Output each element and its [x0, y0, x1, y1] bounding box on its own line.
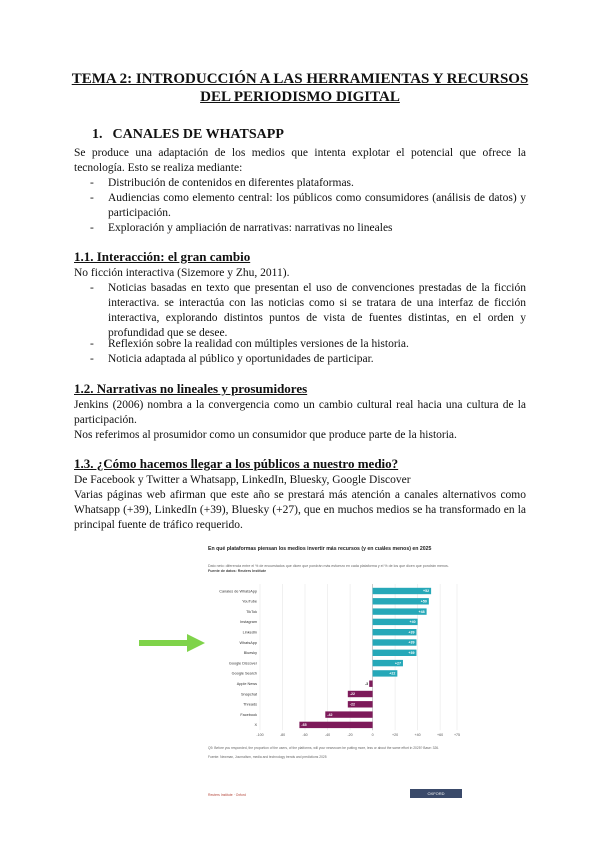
section-1-2-paragraph-1: Jenkins (2006) nombra a la convergencia como un cambio cultural real hacia una cultura de la participación.: [74, 399, 526, 426]
data-label: +39: [408, 630, 415, 635]
section-1-item-2: - Audiencias como elemento central: los públicos como consumidores (análisis de datos) y participación.: [108, 191, 526, 221]
category-label: Google Discover: [228, 661, 257, 666]
category-label: LinkedIn: [242, 630, 257, 635]
data-label: +22: [389, 671, 396, 676]
section-1-number: 1.: [92, 127, 103, 142]
section-1-title: CANALES DE WHATSAPP: [112, 127, 284, 142]
data-label: +48: [418, 609, 425, 614]
category-label: Threads: [243, 702, 257, 707]
chart-title: En qué plataformas piensan los medios invertir más recursos (y en cuáles menos) en 2025: [208, 546, 432, 552]
category-label: Instagram: [240, 620, 257, 625]
section-1-2-heading: 1.2. Narrativas no lineales y prosumidores: [74, 381, 308, 396]
data-label: -22: [349, 702, 356, 707]
section-1-1-intro: No ficción interactiva (Sizemore y Zhu, 2011).: [74, 267, 290, 279]
data-label: -65: [301, 723, 307, 728]
data-label: +39: [408, 640, 415, 645]
category-label: Apple News: [236, 682, 257, 686]
highlight-arrow-icon: [137, 632, 207, 654]
category-label: Google Search: [231, 671, 257, 676]
category-label: Facebook: [240, 712, 257, 717]
document-title: [60, 70, 540, 106]
data-label: +39: [408, 651, 415, 655]
x-tick-label: 0: [371, 733, 374, 738]
title-line-1: TEMA 2: INTRODUCCIÓN A LAS HERRAMIENTAS Y RECURSOS: [71, 71, 529, 87]
data-label: +52: [422, 589, 430, 594]
section-1-item-1: - Distribución de contenidos en diferentes plataformas.: [108, 176, 526, 191]
x-tick-label: -20: [347, 733, 353, 738]
bar: [369, 681, 372, 687]
x-tick-label: +60: [437, 733, 444, 738]
data-label: +40: [409, 620, 416, 625]
x-tick-label: -60: [302, 733, 308, 738]
category-label: WhatsApp: [239, 640, 257, 645]
chart-source: Fuente: Newman, Journalism, media and technology trends and predictions 2025: [208, 755, 327, 759]
category-label: Canales de WhatsApp: [219, 589, 257, 594]
chart-figure: [205, 540, 463, 745]
category-label: Bluesky: [243, 651, 257, 656]
x-tick-label: +75: [453, 733, 461, 738]
x-tick-label: -40: [324, 733, 331, 738]
bar-chart: [205, 580, 463, 745]
section-1-item-3: - Exploración y ampliación de narrativas: narrativas no lineales: [108, 221, 526, 236]
category-label: Snapchat: [240, 692, 257, 697]
section-1-intro: Se produce una adaptación de los medios que intenta explotar el potencial que ofrece la tecnología. Esto se realiza mediante:: [74, 147, 526, 174]
chart-credit: Reuters Institute · Oxford: [208, 793, 246, 797]
x-tick-label: -100: [256, 733, 264, 738]
category-label: X: [254, 723, 257, 728]
data-label: -22: [349, 692, 356, 697]
data-label: +50: [420, 599, 427, 604]
data-label: +27: [394, 661, 401, 666]
chart-subtitle: [208, 564, 458, 573]
section-1-3-heading: 1.3. ¿Cómo hacemos llegar a los públicos a nuestro medio?: [74, 456, 399, 471]
x-tick-label: +40: [414, 733, 421, 738]
title-line-2: DEL PERIODISMO DIGITAL: [200, 89, 400, 105]
section-1-2-paragraph-2: Nos referimos al prosumidor como un consumidor que produce parte de la historia.: [74, 429, 457, 441]
category-label: TikTok: [246, 609, 257, 614]
x-tick-label: +20: [392, 733, 399, 738]
section-1-heading: [92, 127, 284, 143]
publisher-logo: OXFORD: [410, 789, 462, 798]
chart-subtitle-text: Dato neto: diferencia entre el % de encuestados que dicen que pondrán más esfuerzo en cada plataforma y el % de los que dicen que pondrán menos.: [208, 564, 449, 568]
section-1-1-item-1: - Noticias basadas en texto que presentan el uso de convenciones prestadas de la ficción interactiva. se interactúa con las noticias como si se tratara de una interfaz de ficción interactiva, explorando distintos puntos de vista de fuentes distintas, en el orden y profundidad que se desee.: [108, 281, 526, 341]
section-1-1-heading: 1.1. Interacción: el gran cambio: [74, 249, 251, 264]
data-label: -3: [364, 681, 369, 686]
chart-note: Q9. Before you responded, the proportion of the users, of the platforms, will your newsroom be putting more, less or about the same effort in 2025? Base: 326.: [208, 746, 440, 750]
chart-subtitle-source: Fuente de datos: Reuters Institute: [208, 568, 267, 573]
data-label: -42: [327, 712, 333, 717]
bar: [299, 722, 372, 728]
section-1-1-item-3: - Noticia adaptada al público y oportunidades de participar.: [108, 352, 526, 367]
section-1-3-paragraph-2: Varias páginas web afirman que este año se prestará más atención a canales alternativos como Whatsapp (+39), LinkedIn (+39), Bluesky (+27), que en muchos medios se ha transformado en la principal fuente de tráfico requerido.: [74, 489, 526, 531]
x-tick-label: -80: [279, 733, 286, 738]
section-1-1-item-2: - Reflexión sobre la realidad con múltiples versiones de la historia.: [108, 337, 526, 352]
section-1-3-paragraph-1: De Facebook y Twitter a Whatsapp, LinkedIn, Bluesky, Google Discover: [74, 474, 411, 486]
category-label: YouTube: [242, 599, 257, 604]
